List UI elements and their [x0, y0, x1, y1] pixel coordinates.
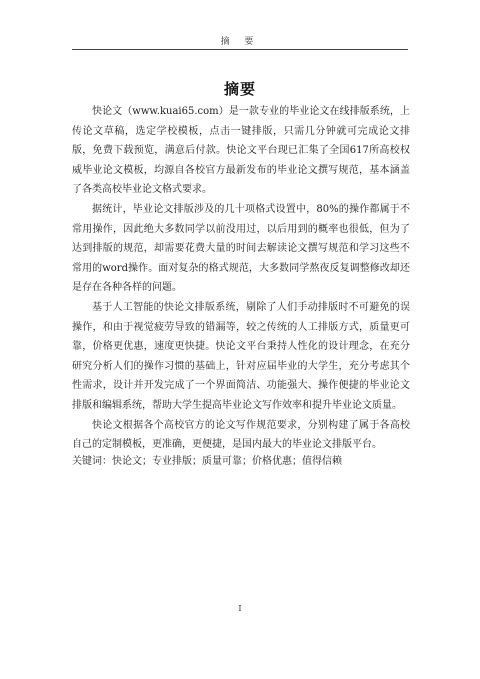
page-title: 摘要: [223, 80, 256, 98]
paragraph-1: 快论文（www.kuai65.com）是一款专业的毕业论文在线排版系统，上传论文草稿，选定学校模板，点击一键排版，只需几分钟就可完成论文排版，免费下载预览，满意后付款。快论文平台现已汇集了全国617所高校权威毕业论文模板，均源自各校官方最新发布的毕业论文撰写规范，基本涵盖了各类高校毕业论文格式要求。: [72, 106, 410, 196]
running-header: 摘 要: [220, 37, 260, 47]
keywords-line: 关键词：快论文；专业排版；质量可靠；价格优惠；值得信赖: [72, 456, 342, 467]
page-number: I: [238, 604, 242, 613]
paragraph-4: 快论文根据各个高校官方的论文写作规范要求，分别构建了属于各高校自己的定制模板，更准确，更便捷，是国内最大的毕业论文排版平台。: [72, 419, 410, 451]
header-rule: [72, 49, 408, 50]
abstract-body: [72, 102, 410, 455]
paragraph-2: 据统计，毕业论文排版涉及的几十项格式设置中，80%的操作都属于不常用操作，因此绝大多数同学以前没用过，以后用到的概率也很低，但为了达到排版的规范，却需要花费大量的时间去解读论文撰写规范和学习这些不常用的word操作。面对复杂的格式规范，大多数同学熬夜反复调整修改却还是存在各种各样的问题。: [72, 203, 410, 294]
paragraph-3: 基于人工智能的快论文排版系统，剔除了人们手动排版时不可避免的误操作，和由于视觉疲劳导致的错漏等，较之传统的人工排版方式，质量更可靠，价格更优惠，速度更快捷。快论文平台秉持人性化的设计理念，在充分研究分析人们的操作习惯的基础上，针对应届毕业的大学生，充分考虑其个性需求，设计并开发完成了一个界面简洁、功能强大、操作便捷的毕业论文排版和编辑系统，帮助大学生提高毕业论文写作效率和提升毕业论文质量。: [72, 301, 410, 411]
